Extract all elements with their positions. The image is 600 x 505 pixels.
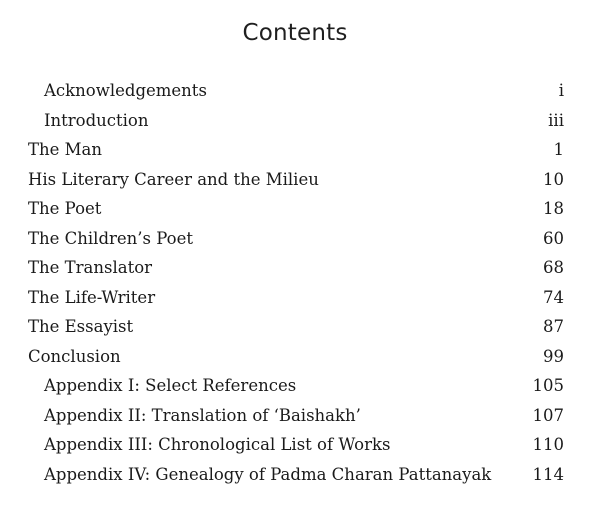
toc-entry-page: 10	[543, 169, 564, 189]
toc-entry-page: i	[558, 81, 564, 100]
toc-entry-page: 99	[543, 346, 564, 366]
toc-entry-label: Acknowledgements	[44, 81, 207, 100]
toc-entry-label: Appendix I: Select References	[44, 376, 297, 395]
page-title: Contents	[242, 20, 348, 46]
toc-entry-the-poet	[0, 194, 600, 224]
toc-entry-the-man	[0, 135, 600, 165]
toc-entry-the-essayist	[0, 312, 600, 342]
toc-entry-page: 60	[543, 228, 564, 248]
toc-entry-page: 114	[532, 464, 564, 484]
toc-entry-label: The Children’s Poet	[28, 228, 194, 248]
toc-entry-page: 87	[543, 317, 564, 336]
toc-entry-literary-career	[0, 165, 600, 195]
table-of-contents	[0, 76, 600, 489]
toc-entry-label: Introduction	[44, 110, 149, 130]
toc-entry-page: 68	[543, 258, 564, 277]
toc-entry-label: Appendix IV: Genealogy of Padma Charan Pattanayak	[44, 464, 492, 484]
toc-entry-label: Appendix III: Chronological List of Works	[44, 435, 391, 454]
toc-entry-label: Conclusion	[28, 346, 121, 366]
toc-entry-page: iii	[548, 110, 564, 130]
toc-entry-acknowledgements	[0, 76, 600, 106]
toc-entry-label: The Poet	[28, 199, 102, 218]
toc-entry-appendix-4	[0, 460, 600, 490]
toc-entry-page: 1	[553, 140, 564, 159]
toc-entry-label: The Life-Writer	[28, 287, 156, 307]
toc-entry-page: 18	[543, 199, 564, 218]
toc-entry-label: The Translator	[28, 258, 153, 277]
toc-entry-appendix-2	[0, 401, 600, 431]
toc-entry-childrens-poet	[0, 224, 600, 254]
toc-entry-page: 105	[532, 376, 564, 395]
toc-entry-label: His Literary Career and the Milieu	[28, 169, 319, 189]
toc-entry-introduction	[0, 106, 600, 136]
toc-entry-page: 107	[532, 405, 564, 425]
toc-entry-label: The Man	[28, 140, 103, 159]
toc-entry-conclusion	[0, 342, 600, 372]
toc-entry-appendix-1	[0, 371, 600, 401]
toc-entry-appendix-3	[0, 430, 600, 460]
toc-entry-the-translator	[0, 253, 600, 283]
toc-entry-label: Appendix II: Translation of ‘Baishakh’	[44, 405, 361, 425]
toc-entry-page: 110	[532, 435, 564, 454]
toc-entry-the-life-writer	[0, 283, 600, 313]
toc-entry-page: 74	[543, 287, 564, 307]
toc-entry-label: The Essayist	[28, 317, 134, 336]
